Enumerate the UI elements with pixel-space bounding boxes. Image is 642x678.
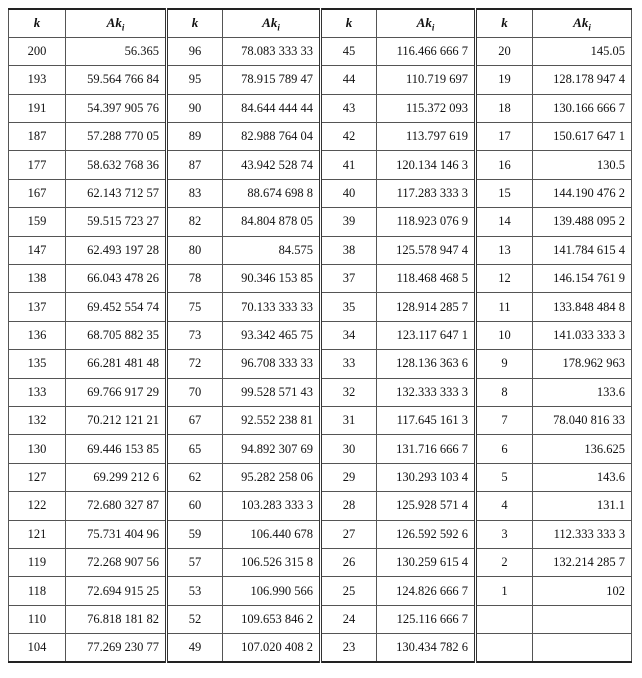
k-cell: 39 — [321, 208, 377, 236]
k-cell: 136 — [9, 321, 66, 349]
ak-value-cell: 123.117 647 1 — [377, 321, 476, 349]
ak-value-cell: 112.333 333 3 — [533, 520, 632, 548]
ak-value-cell: 77.269 230 77 — [66, 634, 167, 662]
k-cell: 90 — [167, 94, 223, 122]
header-k-label: k — [33, 15, 41, 31]
k-cell: 191 — [9, 94, 66, 122]
k-cell: 83 — [167, 179, 223, 207]
ak-value-cell: 144.190 476 2 — [533, 179, 632, 207]
ak-value-cell: 124.826 666 7 — [377, 577, 476, 605]
ak-value-cell: 128.178 947 4 — [533, 66, 632, 94]
ak-value-cell: 126.592 592 6 — [377, 520, 476, 548]
ak-value-cell: 62.143 712 57 — [66, 179, 167, 207]
k-cell: 45 — [321, 37, 377, 65]
ak-value-cell: 102 — [533, 577, 632, 605]
ak-value-cell: 133.6 — [533, 378, 632, 406]
ak-value-cell: 69.452 554 74 — [66, 293, 167, 321]
ak-value-cell: 94.892 307 69 — [223, 435, 321, 463]
ak-value-cell: 125.928 571 4 — [377, 492, 476, 520]
table-row — [9, 492, 632, 520]
k-cell: 13 — [476, 236, 533, 264]
k-cell: 138 — [9, 265, 66, 293]
k-cell: 62 — [167, 463, 223, 491]
table-row — [9, 520, 632, 548]
k-cell: 159 — [9, 208, 66, 236]
ak-value-cell: 95.282 258 06 — [223, 463, 321, 491]
k-cell: 73 — [167, 321, 223, 349]
ak-value-cell: 125.578 947 4 — [377, 236, 476, 264]
ak-value-cell: 62.493 197 28 — [66, 236, 167, 264]
k-cell: 135 — [9, 350, 66, 378]
ak-value-cell: 57.288 770 05 — [66, 123, 167, 151]
k-cell: 8 — [476, 378, 533, 406]
ak-value-cell: 76.818 181 82 — [66, 605, 167, 633]
table-row — [9, 577, 632, 605]
k-cell: 38 — [321, 236, 377, 264]
k-cell: 30 — [321, 435, 377, 463]
ak-value-cell: 136.625 — [533, 435, 632, 463]
ak-value-cell: 116.466 666 7 — [377, 37, 476, 65]
ak-value-cell: 146.154 761 9 — [533, 265, 632, 293]
ak-value-cell: 93.342 465 75 — [223, 321, 321, 349]
table-row — [9, 634, 632, 662]
k-cell: 127 — [9, 463, 66, 491]
k-cell: 9 — [476, 350, 533, 378]
k-cell: 40 — [321, 179, 377, 207]
k-cell: 187 — [9, 123, 66, 151]
table-row — [9, 435, 632, 463]
k-cell: 37 — [321, 265, 377, 293]
k-cell: 43 — [321, 94, 377, 122]
k-cell: 15 — [476, 179, 533, 207]
ak-value-cell: 128.914 285 7 — [377, 293, 476, 321]
k-cell: 49 — [167, 634, 223, 662]
k-cell: 24 — [321, 605, 377, 633]
ak-value-cell: 132.333 333 3 — [377, 378, 476, 406]
k-cell: 65 — [167, 435, 223, 463]
k-cell: 14 — [476, 208, 533, 236]
ak-value-cell: 109.653 846 2 — [223, 605, 321, 633]
ak-value-cell: 92.552 238 81 — [223, 406, 321, 434]
ak-value-cell: 118.923 076 9 — [377, 208, 476, 236]
ak-value-cell: 59.564 766 84 — [66, 66, 167, 94]
ak-value-cell: 75.731 404 96 — [66, 520, 167, 548]
k-cell: 12 — [476, 265, 533, 293]
ak-value-cell: 66.043 478 26 — [66, 265, 167, 293]
k-cell: 29 — [321, 463, 377, 491]
ak-value-cell: 99.528 571 43 — [223, 378, 321, 406]
header-ak-subscript: i — [121, 22, 125, 33]
k-cell: 27 — [321, 520, 377, 548]
ak-value-cell: 72.268 907 56 — [66, 548, 167, 576]
ak-value-cell: 66.281 481 48 — [66, 350, 167, 378]
k-cell: 167 — [9, 179, 66, 207]
k-cell: 193 — [9, 66, 66, 94]
ak-value-cell: 131.716 666 7 — [377, 435, 476, 463]
table-row — [9, 350, 632, 378]
k-cell: 132 — [9, 406, 66, 434]
ak-value-cell: 82.988 764 04 — [223, 123, 321, 151]
ak-value-cell: 130.5 — [533, 151, 632, 179]
k-cell: 53 — [167, 577, 223, 605]
table-row — [9, 37, 632, 65]
k-cell: 200 — [9, 37, 66, 65]
header-k-label: k — [345, 15, 353, 31]
k-cell: 80 — [167, 236, 223, 264]
ak-value-cell: 141.784 615 4 — [533, 236, 632, 264]
ak-value-cell: 56.365 — [66, 37, 167, 65]
k-cell: 177 — [9, 151, 66, 179]
table-row — [9, 321, 632, 349]
ak-value-cell: 107.020 408 2 — [223, 634, 321, 662]
k-cell: 104 — [9, 634, 66, 662]
ak-value-cell: 131.1 — [533, 492, 632, 520]
ak-value-cell: 117.283 333 3 — [377, 179, 476, 207]
header-ak — [223, 9, 321, 37]
ak-value-cell: 78.915 789 47 — [223, 66, 321, 94]
header-ak-label: Ak — [106, 14, 122, 30]
k-cell: 95 — [167, 66, 223, 94]
k-cell: 2 — [476, 548, 533, 576]
ak-value-cell: 141.033 333 3 — [533, 321, 632, 349]
ak-value-cell: 120.134 146 3 — [377, 151, 476, 179]
k-cell: 3 — [476, 520, 533, 548]
k-cell: 41 — [321, 151, 377, 179]
header-ak — [66, 9, 167, 37]
header-ak-subscript: i — [588, 22, 591, 33]
k-cell: 122 — [9, 492, 66, 520]
k-cell: 25 — [321, 577, 377, 605]
table-row — [9, 123, 632, 151]
k-cell: 82 — [167, 208, 223, 236]
header-ak — [377, 9, 476, 37]
header-k — [167, 9, 223, 37]
k-cell: 4 — [476, 492, 533, 520]
header-row — [9, 9, 632, 37]
ak-value-cell: 130.259 615 4 — [377, 548, 476, 576]
k-cell: 89 — [167, 123, 223, 151]
ak-value-cell: 130.166 666 7 — [533, 94, 632, 122]
ak-value-cell: 125.116 666 7 — [377, 605, 476, 633]
k-cell: 28 — [321, 492, 377, 520]
ak-value-cell: 59.515 723 27 — [66, 208, 167, 236]
k-cell: 34 — [321, 321, 377, 349]
k-cell: 121 — [9, 520, 66, 548]
k-cell: 35 — [321, 293, 377, 321]
ak-value-cell: 130.434 782 6 — [377, 634, 476, 662]
ak-value-cell: 43.942 528 74 — [223, 151, 321, 179]
k-cell: 23 — [321, 634, 377, 662]
k-cell: 5 — [476, 463, 533, 491]
ak-value-cell: 69.766 917 29 — [66, 378, 167, 406]
k-cell: 52 — [167, 605, 223, 633]
ak-value-cell — [533, 605, 632, 633]
k-cell: 17 — [476, 123, 533, 151]
ak-value-cell: 133.848 484 8 — [533, 293, 632, 321]
k-cell: 72 — [167, 350, 223, 378]
ak-value-cell: 54.397 905 76 — [66, 94, 167, 122]
ak-value-cell: 84.575 — [223, 236, 321, 264]
header-ak-subscript: i — [277, 22, 280, 33]
table-row — [9, 605, 632, 633]
header-k-label: k — [501, 15, 508, 31]
ak-value-cell: 84.804 878 05 — [223, 208, 321, 236]
ak-value-cell: 106.526 315 8 — [223, 548, 321, 576]
ak-value-cell: 78.040 816 33 — [533, 406, 632, 434]
ak-value-cell: 103.283 333 3 — [223, 492, 321, 520]
k-cell: 44 — [321, 66, 377, 94]
k-cell: 33 — [321, 350, 377, 378]
ak-value-cell: 110.719 697 — [377, 66, 476, 94]
k-cell: 7 — [476, 406, 533, 434]
header-k-label: k — [191, 15, 199, 31]
ak-value-cell: 96.708 333 33 — [223, 350, 321, 378]
ak-value-cell: 72.680 327 87 — [66, 492, 167, 520]
ak-value-cell: 106.440 678 — [223, 520, 321, 548]
ak-value-cell: 130.293 103 4 — [377, 463, 476, 491]
table-row — [9, 94, 632, 122]
ak-value-cell: 84.644 444 44 — [223, 94, 321, 122]
header-k — [9, 9, 66, 37]
k-cell: 19 — [476, 66, 533, 94]
k-cell: 67 — [167, 406, 223, 434]
k-cell: 11 — [476, 293, 533, 321]
ak-value-cell: 178.962 963 — [533, 350, 632, 378]
k-cell: 31 — [321, 406, 377, 434]
k-cell: 137 — [9, 293, 66, 321]
ak-value-cell: 78.083 333 33 — [223, 37, 321, 65]
header-k — [321, 9, 377, 37]
table-row — [9, 236, 632, 264]
ak-value-cell: 117.645 161 3 — [377, 406, 476, 434]
k-cell: 26 — [321, 548, 377, 576]
k-cell: 42 — [321, 123, 377, 151]
ak-value-cell: 68.705 882 35 — [66, 321, 167, 349]
header-k — [476, 9, 533, 37]
k-cell: 1 — [476, 577, 533, 605]
k-cell: 130 — [9, 435, 66, 463]
ak-value-cell: 113.797 619 — [377, 123, 476, 151]
k-cell: 133 — [9, 378, 66, 406]
k-cell: 6 — [476, 435, 533, 463]
ak-value-cell: 72.694 915 25 — [66, 577, 167, 605]
ak-value-cell: 132.214 285 7 — [533, 548, 632, 576]
header-ak-subscript: i — [431, 22, 435, 33]
table-row — [9, 151, 632, 179]
ak-value-cell: 69.299 212 6 — [66, 463, 167, 491]
table-row — [9, 548, 632, 576]
ak-value-cell — [533, 634, 632, 662]
table-row — [9, 293, 632, 321]
k-cell: 57 — [167, 548, 223, 576]
k-cell: 75 — [167, 293, 223, 321]
ak-value-cell: 143.6 — [533, 463, 632, 491]
ak-value-cell: 70.133 333 33 — [223, 293, 321, 321]
k-cell — [476, 634, 533, 662]
table-row — [9, 179, 632, 207]
k-cell: 147 — [9, 236, 66, 264]
ak-value-cell: 115.372 093 — [377, 94, 476, 122]
header-ak-label: Ak — [262, 14, 278, 30]
k-cell: 119 — [9, 548, 66, 576]
header-ak-label: Ak — [573, 14, 589, 30]
ak-value-cell: 69.446 153 85 — [66, 435, 167, 463]
ak-value-cell: 118.468 468 5 — [377, 265, 476, 293]
ak-value-cell: 90.346 153 85 — [223, 265, 321, 293]
table-row — [9, 463, 632, 491]
k-cell: 96 — [167, 37, 223, 65]
k-cell: 10 — [476, 321, 533, 349]
k-cell: 70 — [167, 378, 223, 406]
k-cell: 87 — [167, 151, 223, 179]
ak-value-cell: 145.05 — [533, 37, 632, 65]
k-cell: 78 — [167, 265, 223, 293]
k-cell — [476, 605, 533, 633]
k-cell: 118 — [9, 577, 66, 605]
ak-value-cell: 139.488 095 2 — [533, 208, 632, 236]
table-row — [9, 378, 632, 406]
table-row — [9, 66, 632, 94]
ak-value-cell: 88.674 698 8 — [223, 179, 321, 207]
table-row — [9, 406, 632, 434]
k-cell: 32 — [321, 378, 377, 406]
k-cell: 16 — [476, 151, 533, 179]
k-cell: 60 — [167, 492, 223, 520]
header-ak — [533, 9, 632, 37]
table-row — [9, 208, 632, 236]
ak-value-cell: 58.632 768 36 — [66, 151, 167, 179]
k-cell: 110 — [9, 605, 66, 633]
ak-value-cell: 128.136 363 6 — [377, 350, 476, 378]
k-cell: 20 — [476, 37, 533, 65]
ak-value-cell: 150.617 647 1 — [533, 123, 632, 151]
header-ak-label: Ak — [416, 14, 432, 30]
table-body — [9, 37, 632, 662]
ak-value-cell: 70.212 121 21 — [66, 406, 167, 434]
k-cell: 59 — [167, 520, 223, 548]
ak-value-cell: 106.990 566 — [223, 577, 321, 605]
table-row — [9, 265, 632, 293]
k-cell: 18 — [476, 94, 533, 122]
data-table — [8, 8, 632, 663]
